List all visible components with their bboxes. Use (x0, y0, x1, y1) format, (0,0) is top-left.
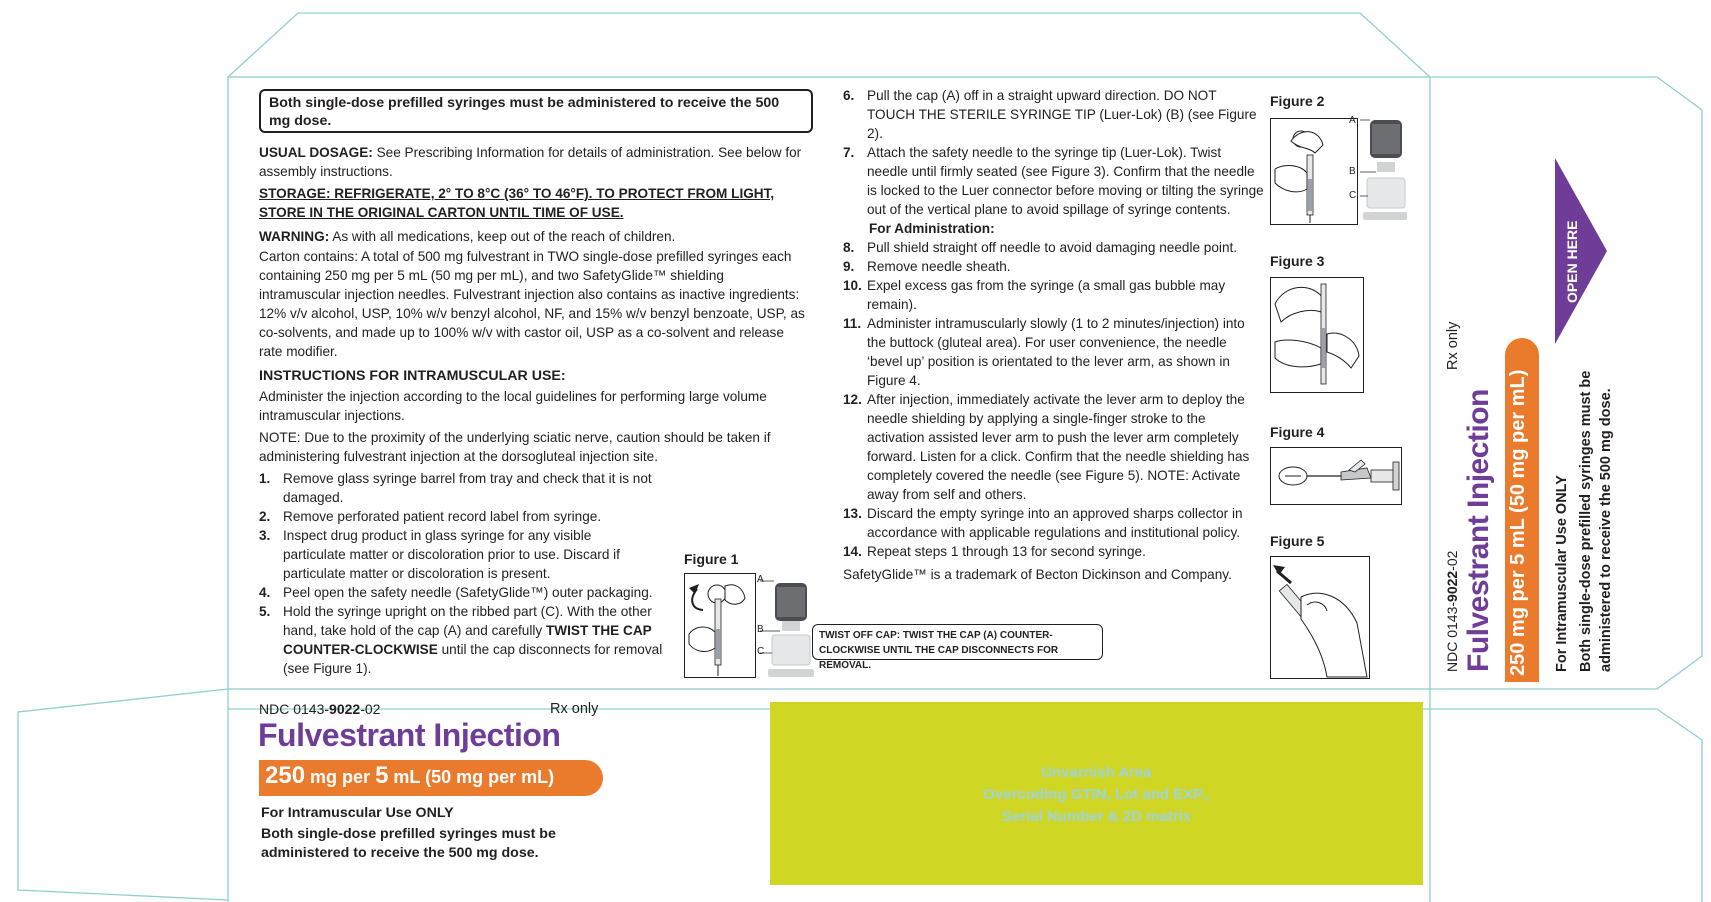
list-item: 7. Attach the safety needle to the syringe tip (Luer-Lok). Twist needle until firmly seated (see Figure 3). Confirm that the needle is locked to the Luer connector before moving or tilting the syringe out of the vertical plane to avoid spillage of syringe contents. (843, 145, 1264, 217)
list-item: 8. Pull shield straight off needle to avoid damaging needle point. (843, 240, 1238, 255)
storage-label: STORAGE: (259, 186, 331, 201)
figure-3-label: Figure 3 (1270, 253, 1325, 269)
sciatic-note: NOTE: Due to the proximity of the underlying sciatic nerve, caution should be taken if administering fulvestrant injection at the dorsogluteal injection site. (259, 430, 771, 464)
storage (259, 184, 779, 222)
instructions-heading: INSTRUCTIONS FOR INTRAMUSCULAR USE: (259, 368, 566, 384)
list-item: 5. Hold the syringe upright on the ribbed part (C). With the other hand, take hold of the cap (A) and carefully TWIST THE CAP COUNTER-CLOCKWISE until the cap disconnects for removal (see Figure 1). (259, 604, 663, 676)
unvarnish-line-3: Serial Number & 2D matrix (1001, 808, 1192, 825)
list-item: 12. After injection, immediately activate the lever arm to deploy the needle shielding by applying a single-finger stroke to the activation assisted lever arm to push the lever arm completely forward. Listen for a click. Confirm that the needle shielding has completely covered the needle (see Figure 5). NOTE: Activate away from self and others. (843, 392, 1250, 502)
unvarnish-line-2: Overcoding GTIN, Lot and EXP., (983, 786, 1210, 803)
instructions-intro: Administer the injection according to the local guidelines for performing large volume intramuscular injections. (259, 389, 767, 423)
list-item: 1. Remove glass syringe barrel from tray and check that it is not damaged. (259, 471, 652, 505)
list-item: 9. Remove needle sheath. (843, 259, 1011, 274)
twist-off-cap-callout: TWIST OFF CAP: TWIST THE CAP (A) COUNTER-CLOCKWISE UNTIL THE CAP DISCONNECTS FOR REMOVAL. (812, 624, 1103, 660)
side-ndc: NDC 0143-9022-02 (1444, 550, 1460, 672)
open-here-arrow[interactable] (1555, 158, 1607, 344)
list-item: 4. Peel open the safety needle (SafetyGlide™) outer packaging. (259, 585, 653, 600)
warning-text: As with all medications, keep out of the reach of children. (329, 229, 676, 244)
bottom-route: For Intramuscular Use ONLY (261, 805, 454, 821)
carton-contents: Carton contains: A total of 500 mg fulvestrant in TWO single-dose prefilled syringes each containing 250 mg per 5 mL (50 mg per mL), and two SafetyGlide™ shielding intramuscular injection needles. Fulvestrant injection also contains as inactive ingredients: 12% v/v alcohol, USP, 10% w/v benzyl alcohol, NF, and 15% w/v benzyl benzoate, USP, as co-solvents, and made up to 100% w/v with castor oil, USP as a co-solvent and release rate modifier. (259, 249, 805, 359)
usual-dosage-label: USUAL DOSAGE: (259, 145, 373, 160)
open-here-label[interactable]: OPEN HERE (1564, 220, 1580, 303)
for-administration-heading: For Administration: (869, 221, 995, 236)
side-dose-line-2: administered to receive the 500 mg dose. (1598, 388, 1614, 672)
list-item: 2. Remove perforated patient record label from syringe. (259, 509, 602, 524)
bottom-dose-note: Both single-dose prefilled syringes must be administered to receive the 500 mg dose. (261, 826, 556, 861)
figure-1-hands (684, 573, 756, 678)
figure-3-image (1270, 277, 1364, 393)
usual-dosage-text: See Prescribing Information for details of administration. See below for assembly instructions. (259, 145, 802, 179)
figure-1-syringe-parts (760, 573, 815, 683)
list-item: 6. Pull the cap (A) off in a straight upward direction. DO NOT TOUCH THE STERILE SYRINGE TIP (Luer-Lok) (B) (see Figure 2). (843, 88, 1257, 141)
figure-1-label: Figure 1 (684, 551, 739, 567)
steps-6-14 (843, 86, 1265, 584)
side-rx-only: Rx only (1445, 321, 1461, 370)
side-dose-line-1: Both single-dose prefilled syringes must be (1578, 370, 1594, 672)
part-label-c: C (757, 646, 765, 657)
unvarnish-line-1: Unvarnish Area (1041, 764, 1152, 781)
dose-warning-box: Both single-dose prefilled syringes must be administered to receive the 500 mg dose. (259, 89, 813, 133)
side-strength-badge: 250 mg per 5 mL (50 mg per mL) (1505, 338, 1539, 682)
figure-2-syringe-parts (1360, 112, 1408, 227)
warning-label: WARNING: (259, 229, 330, 244)
bottom-ndc: NDC 0143-9022-02 (259, 701, 381, 717)
part-label-b: B (757, 624, 764, 635)
warning (259, 227, 805, 246)
figure-4-label: Figure 4 (1270, 424, 1325, 440)
list-item: 11. Administer intramuscularly slowly (1 to 2 minutes/injection) into the buttock (gluteal area). For user convenience, the needle ‘bevel up’ position is orientated to the lever arm, as shown in Figure 4. (843, 316, 1245, 388)
figure-5-image (1270, 556, 1370, 679)
list-item: 10. Expel excess gas from the syringe (a small gas bubble may remain). (843, 278, 1226, 312)
side-route: For Intramuscular Use ONLY (1554, 475, 1570, 672)
figure-2-image (1270, 118, 1358, 225)
list-item: 13. Discard the empty syringe into an approved sharps collector in accordance with applicable regulations and institutional policy. (843, 506, 1243, 540)
steps-1-5 (259, 469, 674, 678)
bottom-product-title: Fulvestrant Injection (258, 717, 561, 753)
side-product-title: Fulvestrant Injection (1462, 389, 1495, 672)
figure-2-label: Figure 2 (1270, 93, 1325, 109)
part-label-a: A (757, 574, 764, 585)
unvarnish-area (770, 702, 1423, 885)
fig2-part-label-a: A (1349, 115, 1356, 126)
bottom-strength-badge: 250 mg per 5 mL (50 mg per mL) (259, 760, 603, 796)
fig2-part-label-c: C (1349, 190, 1357, 201)
list-item: 14. Repeat steps 1 through 13 for second syringe. (843, 544, 1146, 559)
usual-dosage (259, 143, 805, 181)
figure-5-label: Figure 5 (1270, 533, 1325, 549)
fig2-part-label-b: B (1349, 166, 1356, 177)
storage-text: REFRIGERATE, 2° TO 8°C (36° TO 46°F). TO PROTECT FROM LIGHT, STORE IN THE ORIGINAL CARTON UNTIL TIME OF USE. (259, 186, 775, 220)
bottom-rx-only: Rx only (550, 701, 599, 717)
figure-4-image (1270, 447, 1402, 505)
list-item: 3. Inspect drug product in glass syringe for any visible particulate matter or discoloration prior to use. Discard if particulate matter or discoloration is present. (259, 528, 620, 581)
trademark-note: SafetyGlide™ is a trademark of Becton Dickinson and Company. (843, 567, 1232, 582)
